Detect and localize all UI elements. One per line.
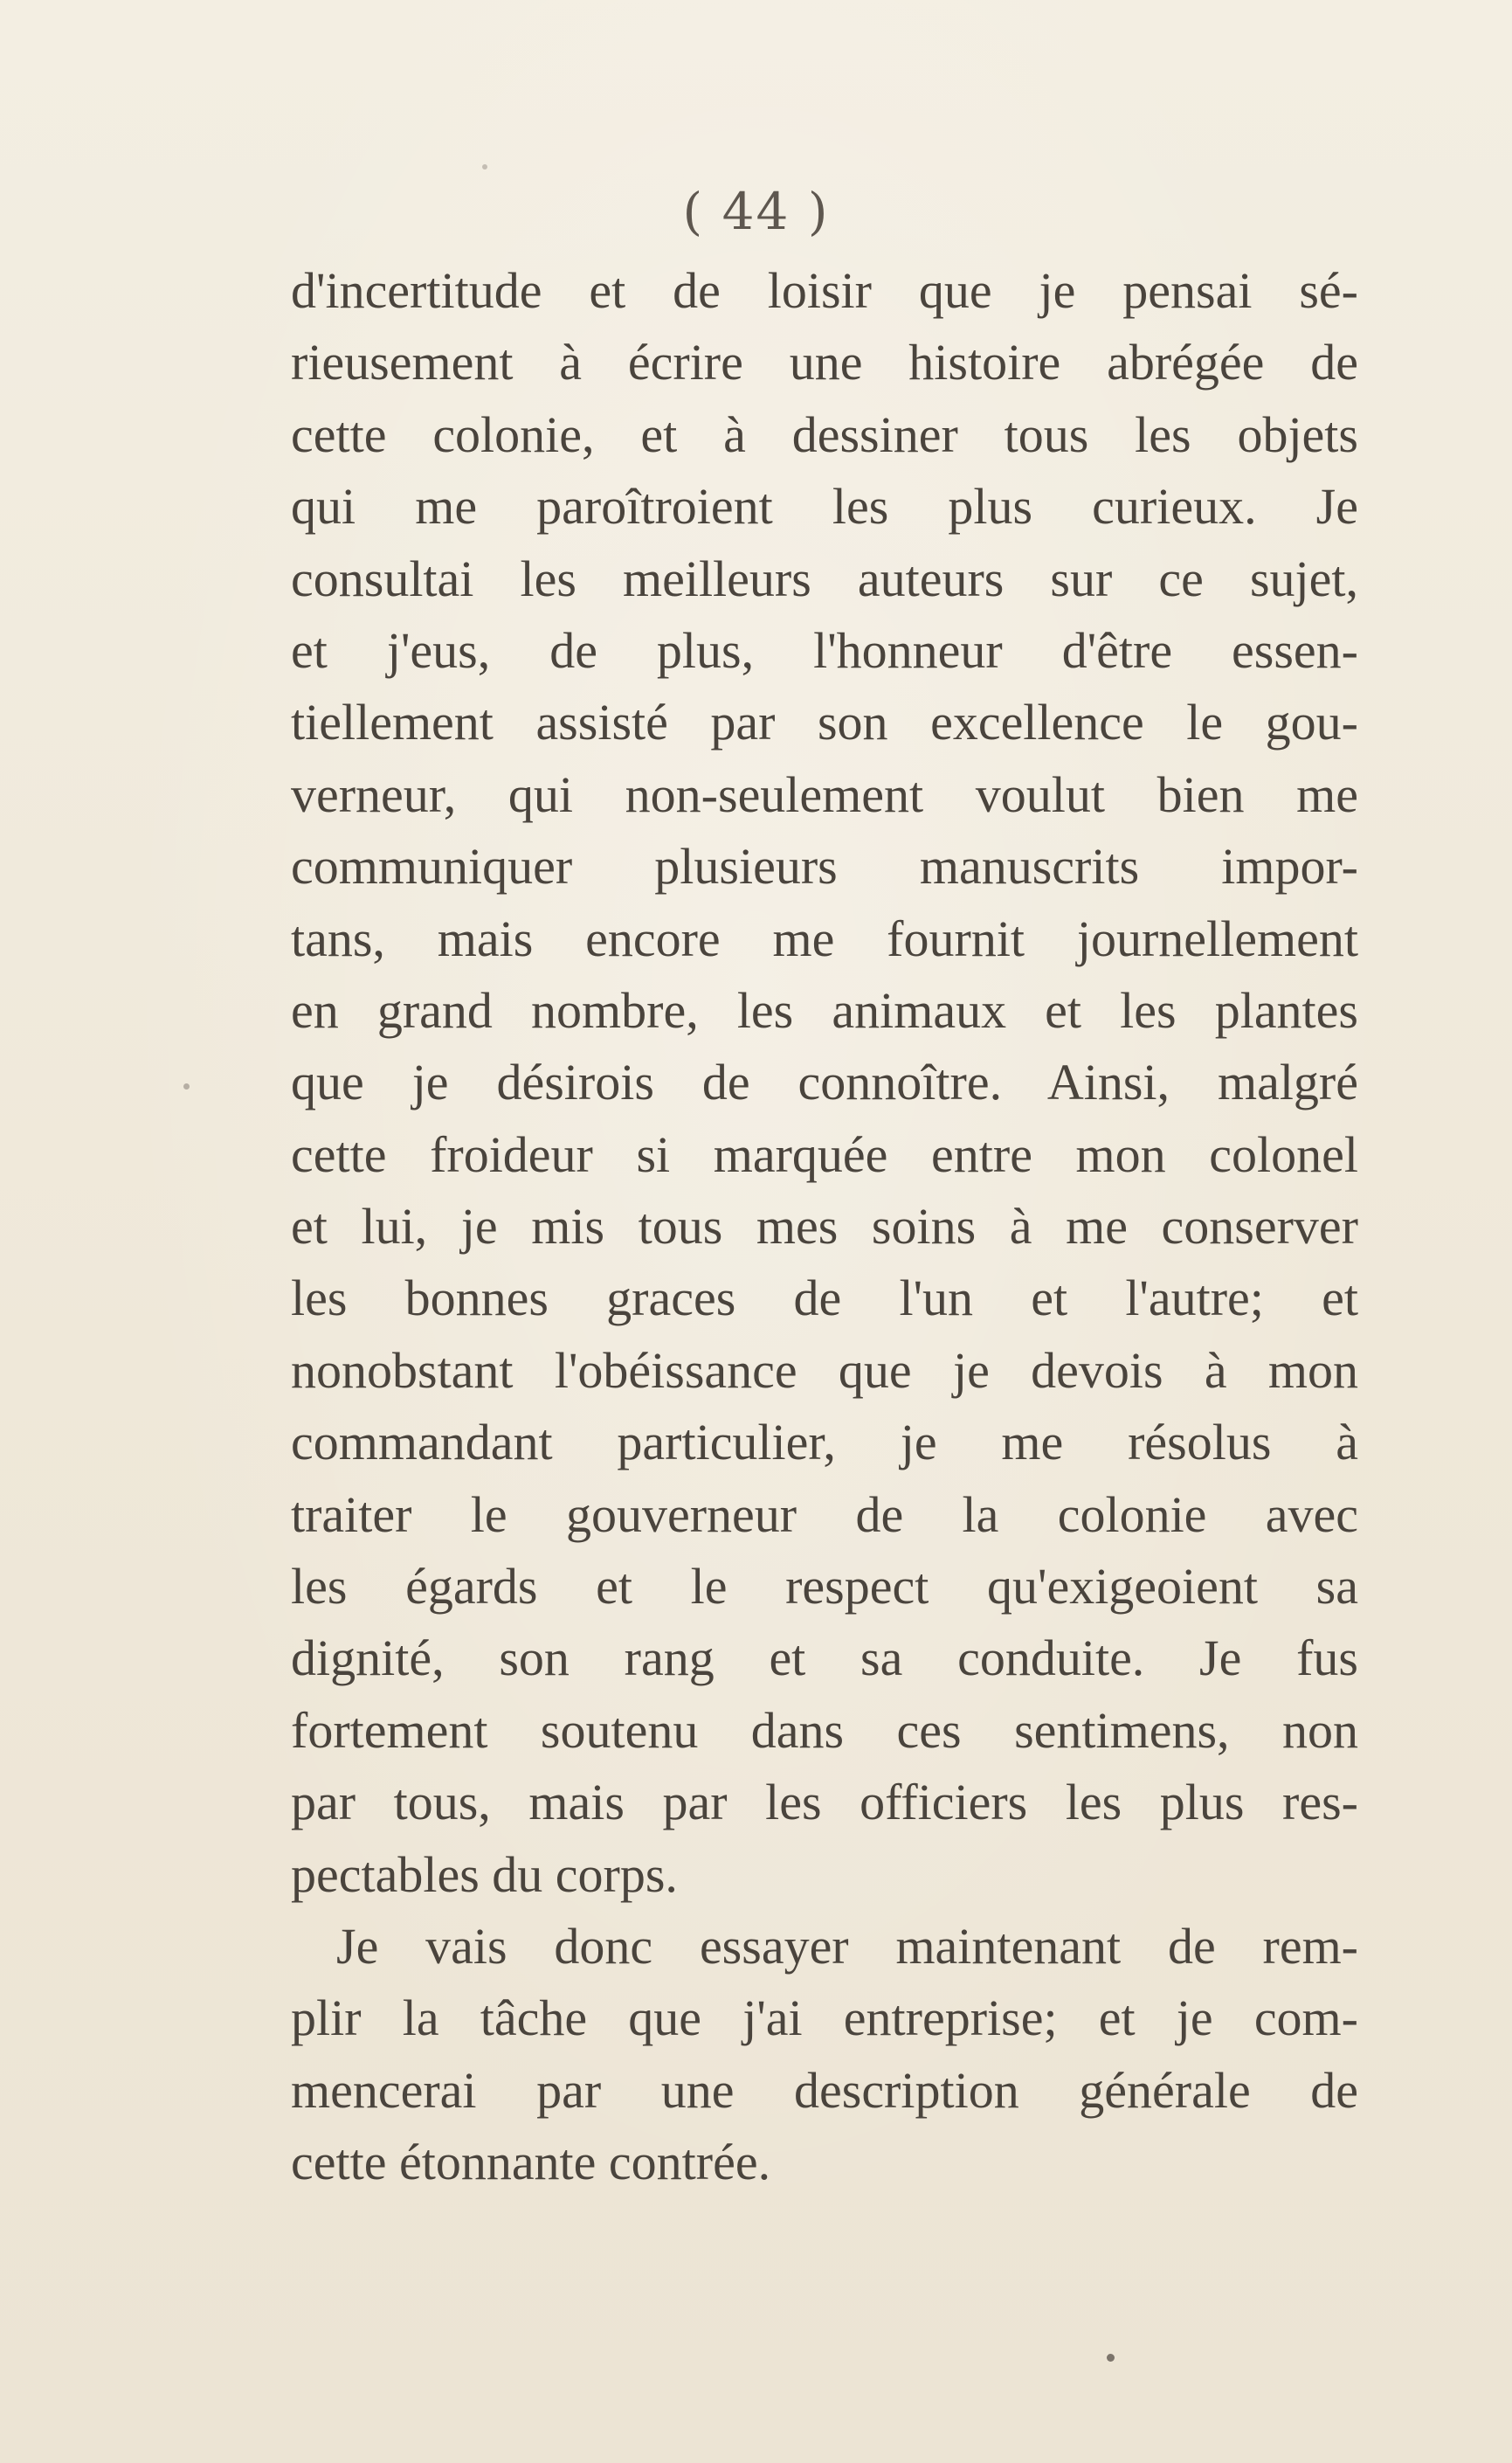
text-line: commandant particulier, je me résolus à [291, 1414, 1358, 1471]
text-line: fortement soutenu dans ces sentimens, non [291, 1701, 1358, 1759]
text-line: en grand nombre, les animaux et les plantes [291, 981, 1358, 1039]
paragraph-end-line: cette étonnante contrée. [291, 2134, 771, 2191]
paper-speck [1107, 2354, 1115, 2362]
text-line: et j'eus, de plus, l'honneur d'être essen- [291, 621, 1358, 679]
paragraph-end-line: pectables du corps. [291, 1845, 678, 1903]
text-line: rieusement à écrire une histoire abrégée de [291, 334, 1358, 391]
text-line: plir la tâche que j'ai entreprise; et je com- [291, 1989, 1358, 2047]
text-line: traiter le gouverneur de la colonie avec [291, 1485, 1358, 1543]
text-line: dignité, son rang et sa conduite. Je fus [291, 1629, 1358, 1687]
body-text [291, 255, 1358, 2199]
text-line: nonobstant l'obéissance que je devois à mon [291, 1341, 1358, 1399]
text-line: les égards et le respect qu'exigeoient sa [291, 1558, 1358, 1615]
text-line: consultai les meilleurs auteurs sur ce sujet, [291, 550, 1358, 607]
text-line: verneur, qui non-seulement voulut bien me [291, 765, 1358, 823]
text-line: par tous, mais par les officiers les plus res- [291, 1774, 1358, 1831]
text-line: d'incertitude et de loisir que je pensai sé- [291, 262, 1358, 319]
text-line: tans, mais encore me fournit journellement [291, 910, 1358, 967]
text-line: et lui, je mis tous mes soins à me conserver [291, 1198, 1358, 1256]
paragraph-start-line: Je vais donc essayer maintenant de rem- [336, 1917, 1358, 1975]
text-line: mencerai par une description générale de [291, 2061, 1358, 2119]
text-line: communiquer plusieurs manuscrits impor- [291, 838, 1358, 896]
text-line: qui me paroîtroient les plus curieux. Je [291, 478, 1358, 536]
text-line: les bonnes graces de l'un et l'autre; et [291, 1270, 1358, 1327]
text-line: que je désirois de connoître. Ainsi, malgré [291, 1054, 1358, 1111]
page-number-header: ( 44 ) [682, 182, 830, 241]
text-line: cette colonie, et à dessiner tous les objets [291, 405, 1358, 463]
paper-speck [183, 1083, 190, 1090]
text-line: cette froideur si marquée entre mon colonel [291, 1125, 1358, 1183]
paper-speck [482, 164, 487, 170]
text-line: tiellement assisté par son excellence le gou- [291, 694, 1358, 751]
